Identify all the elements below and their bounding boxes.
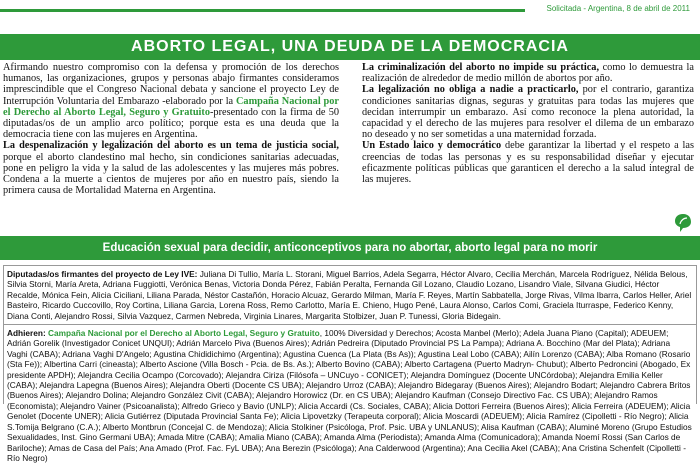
campaign-name: Campaña Nacional por el Derecho al Aborto Legal, Seguro y Gratuito — [3, 95, 339, 118]
right-paragraph-1 — [362, 62, 694, 84]
left-p1-tail: -presentado con la firma de 50 diputadas/os de un amplio arco político; porque esta es una deuda que la democracia tiene con las mujeres en Argentina. — [3, 106, 340, 141]
adherents-section — [4, 325, 696, 463]
left-paragraph-2 — [3, 140, 339, 196]
signatories-label: Diputadas/os firmantes del proyecto de Ley IVE: — [7, 269, 198, 279]
header-line — [0, 0, 700, 20]
left-p2-bold: La despenalización y legalización del aborto es un tema de justicia social, — [3, 140, 339, 152]
dateline: Solicitada - Argentina, 8 de abril de 2011 — [546, 4, 690, 13]
signatures-box — [3, 265, 697, 463]
right-paragraph-2 — [362, 84, 694, 140]
signatories-section — [4, 266, 696, 325]
right-p2-bold: La legalización no obliga a nadie a practicarlo, — [362, 84, 579, 96]
speech-leaf-icon — [674, 213, 692, 233]
signatories-list: Juliana Di Tullio, María L. Storani, Miguel Barrios, Adela Segarra, Héctor Alvaro, Cecilia Merchán, Marcela Rodríguez, Nélida Belous, Silvia Storni, María Areta, Adriana Fuggiotti, Verónica Benas, Victoria Donda Pérez, Fabián Peralta, Fernanda Gil Lozano, Claudio Lozano, Lisandro Viale, Silvana Giudici, Héctor Recalde, Mónica Fein, Alicia Ciciliani, Liliana Parada, Néstor Castañón, Horacio Alcuaz, Gerardo Milman, María F. Reyes, Martín Sabbatella, Jorge Rivas, Vilma Ibarra, Carlos Heller, Ariel Basteiro, Ricardo Cuccovillo, Roy Cortina, Liliana Garcia, Lorena Ross, Remo Carlotto, María E. Chieno, Hugo Pené, Laura Alonso, Carlos Comi, Graciela Iturraspe, Federico Kenny, Diana Conti, Alejandro Rossi, Silvia Vazquez, Carmen Nebreda, Virginia Linares, Margarita Stolbizer, Juan P. Tunessi, Gloria Bidegain. — [7, 269, 692, 321]
left-paragraph-1 — [3, 62, 339, 140]
right-p3-bold: Un Estado laico y democrático — [362, 140, 502, 152]
adherents-campaign: Campaña Nacional por el Derecho al Aborto Legal, Seguro y Gratuito — [48, 328, 320, 339]
left-column — [3, 62, 339, 196]
header-rule — [0, 9, 525, 12]
left-p1-text: Afirmando nuestro compromiso con la defensa y promoción de los derechos humanos, las organizaciones, grupos y personas abajo firmantes consideramos imprescindible que el Congreso Nacional debata y sancione el proyecto Ley de Interrupción Voluntaria del Embarazo -elaborado por la — [3, 62, 339, 107]
page-title: ABORTO LEGAL, UNA DEUDA DE LA DEMOCRACIA — [0, 34, 700, 60]
right-p1-bold: La criminalización del aborto no impide su práctica, — [362, 62, 600, 73]
right-p2-tail: por el contrario, garantiza condiciones sanitarias dignas, seguras y gratuitas para todas las mujeres que decidan interrumpir un embarazo. Así como reconoce la plena autoridad, la capacidad y el derecho de las mujeres para resolver el dilema de un embarazo no deseado y no ser sometidas a una maternidad forzada. — [362, 84, 694, 141]
right-p3-tail: debe garantizar la libertad y el respeto a las creencias de todas las personas y es su responsabilidad diseñar y ejecutar eficazmente políticas públicas que garanticen el derecho a la salud integral de las mujeres. — [362, 140, 694, 186]
left-p2-tail: porque el aborto clandestino mal hecho, sin condiciones sanitarias adecuadas, pone en peligro la vida y la salud de las adolescentes y las mujeres más pobres. Condena a la muerte a cientos de mujeres por año en nuestro país, siendo la primera causa de Mortalidad Materna en Argentina. — [3, 151, 339, 197]
right-column — [362, 62, 694, 185]
right-paragraph-3 — [362, 140, 694, 185]
subtitle-banner: Educación sexual para decidir, anticonceptivos para no abortar, aborto legal para no morir — [0, 236, 700, 260]
adherents-label: Adhieren: — [7, 328, 46, 339]
adherents-list: , 100% Diversidad y Derechos; Acosta Manbel (Merlo); Adela Juana Piano (Capital); ADEUEM; Adrián Gorelik (Investigador Conicet UNQUI); Adrián Marcelo Piva (Buenos Aires); Adrián Pedreira (Diputado Provincial PS La Pampa); Adriana A. Bocchino (Mar del Plata); Adriana Vaghi (CABA); Adriana Vaghi D'Angelo; Agustina Chididichimo (Argentina); Agustina Cuenca (La Plata (Bs As)); Agustina Leal Lobo (CABA); Ailín Lorenzo (CABA); Alba Romano (Rosario (Sta Fe)); Albertina Carri (cineasta); Alberto Ascione (Villa Bosch - Pcia. de Bs. As.); Alberto Bovino (CABA); Alberto Cartagena (Puerto Madryn- Chubut); Alberto Pedroncini (Abogado, Ex presidente APDH); Alejandra Cecilia Ocampo (Corcovado); Alejandra Ciriza (Filósofa – UNCuyo - CONICET); Alejandra Domínguez (Docente UNCórdoba); Alejandra Emilia Keller (CABA); Alejandra Lapegna (Buenos Aires); Alejandra Oberti (Docente CS UBA); Alejandro Urroz (CABA); Alejandro Bidegaray (Buenos Aires); Alejandro Bodart; Alejandro Cabrera Britos (Buenos Aires); Alejandro Dolina; Alejandro González Civit (CABA); Alejandro Horowicz (Dr. en CS UBA); Alejandro Kaufman (Consejo Directivo Fac. CS UBA); Alejandro Ramos (Economista); Alejandro Vainer (Psicoanalista); Alfredo Grieco y Bavio (UNLP); Alicia Accardi (Cs. Sociales, CABA); Alicia Dottori Ferreira (Buenos Aires); Alicia Ferreira (ADEUEM); Alicia Genolet (Docente UNER); Alicia Gutiérrez (Diputada Provincial Santa Fe); Alicia Lipovetzky (Terapeuta corporal); Alicia Moscardi (ADEUEM); Alicia Ramírez (Cipolletti - Río Negro); Alicia S.Tomija Belgrano (C.A.); Alberto Montbrun (Concejal C. de Mendoza); Alicia Stolkiner (Psicóloga, Prof. Psic. UBA y UNLANUS); Alisa Kaufman (CABA); Aluminé Moreno (Grupo Estudios Sexualidades, Inst. Gino Germani UBA); Amada Mitre (CABA); Amalia Miano (CABA); Amanda Alma (Periodista); Amanda Alma (Comunicadora); Amanda Noemí Rossi (San Carlos de Bariloche); Amas de Casa del País; Ana Amado (Prof. Fac. FyL UBA); Ana Berezin (Psicóloga); Ana Calderwood (Argentina); Ana Cecilia Akel (CABA); Ana Cristina Schenfelt (Cipolletti - Río Negro) — [7, 328, 692, 463]
right-p1-tail: como lo demuestra la realización de alrededor de medio millón de abortos por año. — [362, 62, 694, 85]
